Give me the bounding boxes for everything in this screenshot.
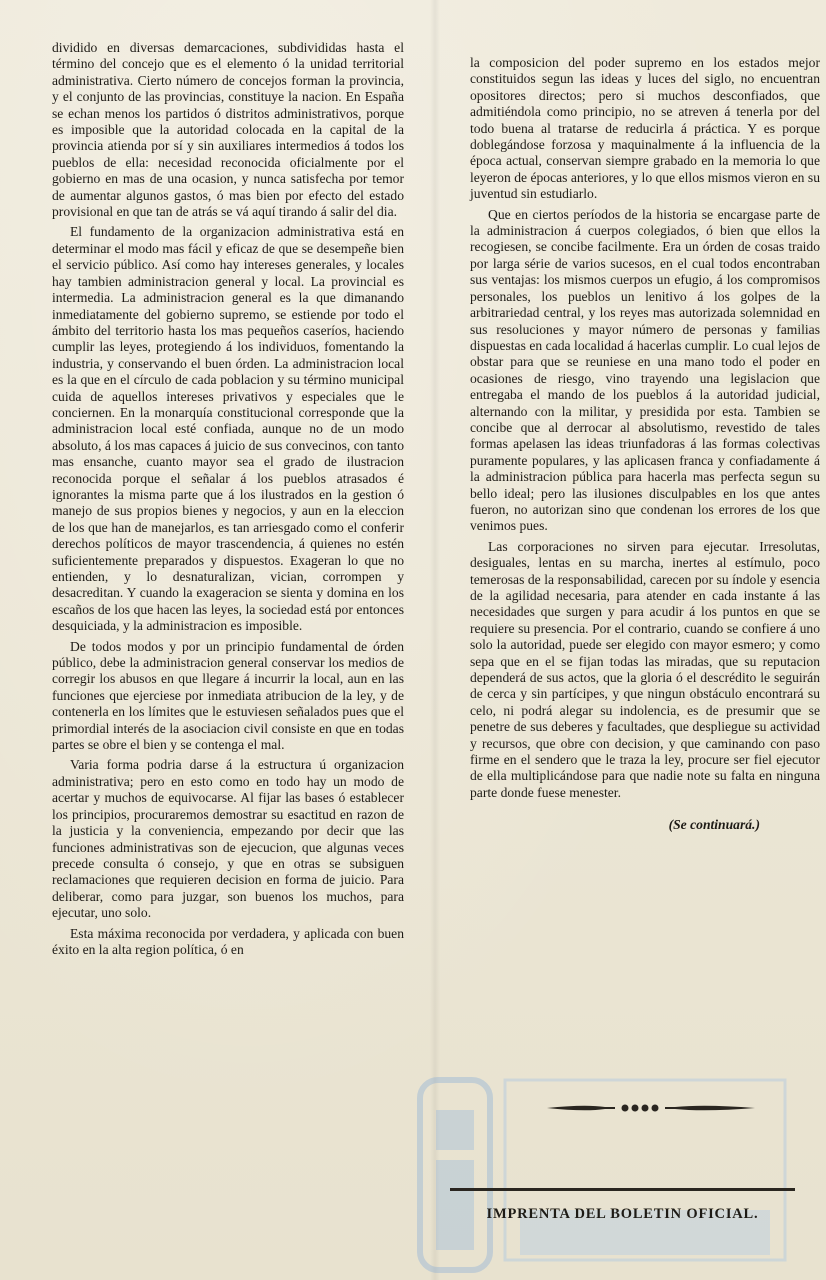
left-text-column [52,40,404,962]
ornamental-rule [545,1098,765,1118]
left-paragraph-1: dividido en diversas demarcaciones, subdivididas hasta el término del concejo que es el elemento ó la unidad territorial administrativa. Cierto número de concejos forman la provincia, y el conjunto de las provincias, constituye la nacion. En España se echan menos los partidos ó distritos administrativos, porque es imposible que la autoridad colocada en la capital de la provincia atienda por sí y sin auxiliares intermedios á todos los pueblos de ella: necesidad reconocida oficialmente por el gobierno en mas de una ocasion, y nunca satisfecha por temor de aumentar algunos gastos, ó mas bien por efecto del estado provisional en que tan de atrás se vá aquí tirando á salir del dia. [52,40,404,220]
continuation-note: (Se continuará.) [668,817,760,833]
right-paragraph-1: la composicion del poder supremo en los estados mejor constituidos segun las ideas y luces del siglo, no encuentran opositores directos; pero si muchos desconfiados, que admitiéndola como principio, no se atreven á tenerla por del todo buena al tratarse de reducirla á práctica. Y es porque doblegándose forzosa y maquinalmente á la influencia de la época actual, conservan siempre grabado en la memoria lo que leyeron de épocas anteriores, y lo que ellos mismos vieron en su juventud sin estudiarlo. [470,55,820,202]
left-paragraph-5: Esta máxima reconocida por verdadera, y aplicada con buen éxito en la alta region política, ó en [52,925,404,957]
left-paragraph-4: Varia forma podria darse á la estructura ú organizacion administrativa; pero en esto como en todo hay un modo de acertar y muchos de equivocarse. Al fijar las bases ó establecer los principios, procuraremos demostrar su esactitud en razon de la justicia y la conveniencia, empezando por decir que las funciones administrativas son de ejecucion, que algunas veces precede consulta ó consejo, y que en otras se subsiguen reclamaciones que requieren decision en forma de juicio. Para deliberar, como para juzgar, son buenos los muchos, para ejecutar, uno solo. [52,757,404,921]
page-fold [430,0,440,1280]
printer-imprint: IMPRENTA DEL BOLETIN OFICIAL. [486,1206,759,1222]
right-paragraph-2: Que en ciertos períodos de la historia se encargase parte de la administracion á cuerpos colegiados, ó bien que ellos la recogiesen, se concibe facilmente. Era un órden de cosas traido por larga série de varios sucesos, en el cual todos encontraban sus ventajas: los mismos cuerpos un efugio, á los compromisos personales, los pueblos un lenitivo á los golpes de la arbitrariedad central, y los reyes mas autorizada solemnidad en sus resoluciones y mayor número de personas y familias dispuestas en cada localidad á hacerlas cumplir. Lo cual lejos de obstar para que se reuniese en una mano todo el poder en ocasiones de riesgo, vino trayendo una legislacion que entregaba el mando de los pueblos á la autoridad judicial, alternando con la militar, y presidida por esta. Tambien se concibe que al derrocar al absolutismo, revestido de tales formas apelasen las ideas triunfadoras á las formas colectivas puramente populares, y las aplicasen franca y confiadamente á la administracion pública para hacerla mas perfecta segun su bello ideal; pero las ilusiones disculpables en los que antes fueron, no autorizan sino que condenan los errores de los que venimos pues. [470,206,820,534]
right-text-column [470,55,820,834]
left-paragraph-2: El fundamento de la organizacion administrativa está en determinar el modo mas fácil y eficaz de que se desempeñe bien el servicio público. Así como hay intereses generales, y locales hay tambien administracion general y local. La provincial es intermedia. La administracion general es la que dimanando inmediatamente del gobierno supremo, se estiende por todo el ámbito del territorio hasta los mas pequeños caseríos, haciendo cumplir las leyes, protegiendo á los individuos, fomentando la industria, y conservando el buen órden. La administracion local es la que en el círculo de cada poblacion y su término municipal cuida de aquellos intereses privativos y especiales que le conciernen. En la monarquía constitucional corresponde que la administracion local esté confiada, aunque no de un modo absoluto, á los mas capaces á juicio de sus convecinos, con tanto mas ensanche, cuanto mayor sea el grado de ilustracion reconocida porque el señalar á los pueblos atrasados é ignorantes la misma parte que á los ilustrados en la gestion ó manejo de sus propios bienes y negocios, y aun en la eleccion de los que han de manejarlos, es tan arriesgado como el conferir derechos políticos de mayor trascendencia, á quienes no estén suficientemente preparados y dispuestos. Exageran lo que no entienden, y lo desnaturalizan, vician, corrompen y desacreditan. Y cuando la exageracion se sienta y domina en los escaños de los que hacen las leyes, la sociedad está por entonces desquiciada, y la administracion es imposible. [52,224,404,634]
library-watermark-logo [410,1060,790,1280]
right-paragraph-3: Las corporaciones no sirven para ejecutar. Irresolutas, desiguales, lentas en su marcha, inertes al estímulo, poco temerosas de la responsabilidad, carecen por su índole y esencia de la agilidad necesaria, para atender en cada instante á las necesidades que surgen y para acudir á los puntos en que se requiere su presencia. Por el contrario, cuando se confiere á uno solo la autoridad, puede ser elegido con mayor esmero; y como sepa que en el se fijan todas las miradas, que su reputacion dependerá de sus actos, que la gloria ó el descrédito le seguirán de cerca y sin partícipes, y que ningun obstáculo encontrará su celo, ni podrá alegar su indolencia, es de presumir que se penetre de sus deberes y facultades, que despliegue su actividad y recursos, que obre con decision, y que caminando con paso firme en el sendero que le traza la ley, procure ser fiel ejecutor de ella multiplicándose para que nadie note su falta en ninguna parte donde fuese menester. [470,538,820,800]
left-paragraph-3: De todos modos y por un principio fundamental de órden público, debe la administracion general conservar los medios de corregir los abusos en que llegare á incurrir la local, aun en las funciones que ejerciese por inmediata atribucion de la ley, y de contenerla en los límites que le estuviesen señalados pues que el primordial interés de la asociacion civil consiste en que en todas partes se obre el bien y se contenga el mal. [52,638,404,753]
footer-rule [450,1188,795,1191]
